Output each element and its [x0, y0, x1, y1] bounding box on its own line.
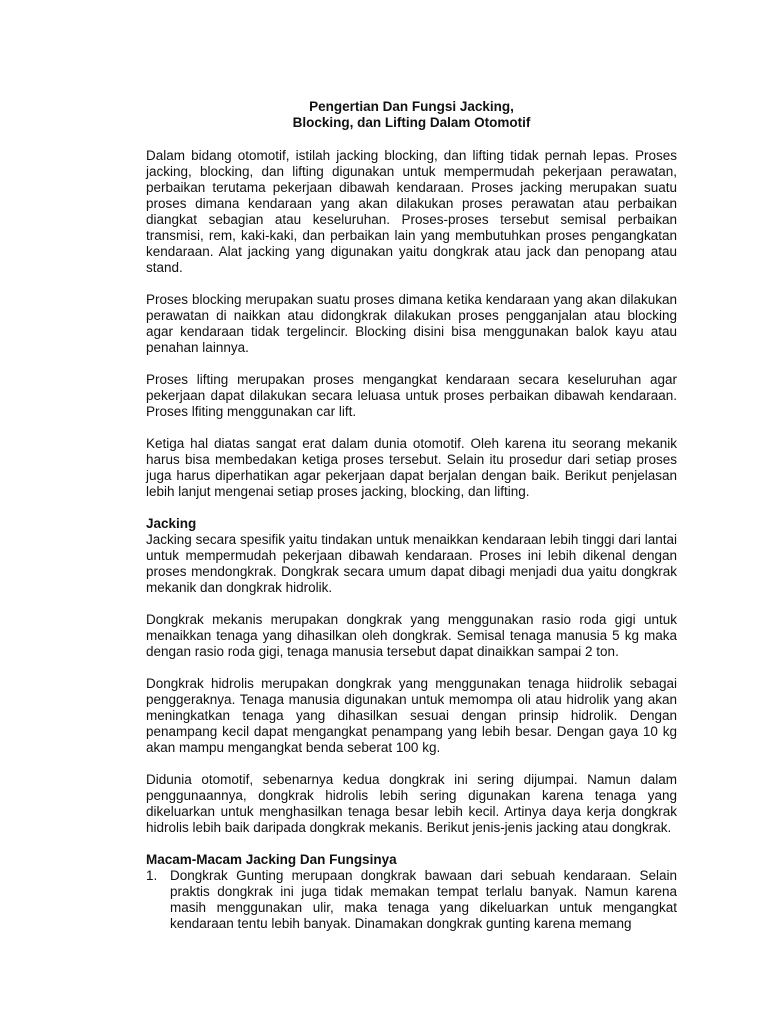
- title-line-1: Pengertian Dan Fungsi Jacking,: [309, 99, 514, 114]
- intro-paragraph-3: Proses lifting merupakan proses mengangkat kendaraan secara keseluruhan agar pekerjaan dapat dilakukan secara leluasa untuk proses perbaikan dibawah kendaraan. Proses lfiting menggunakan car lift.: [146, 372, 677, 419]
- list-item-text: Dongkrak Gunting merupaan dongkrak bawaan dari sebuah kendaraan. Selain praktis dongkrak ini juga tidak memakan tempat terlalu banyak. Namun karena masih menggunakan ulir, maka tenaga yang dikeluarkan untuk mengangkat kendaraan tentu lebih banyak. Dinamakan dongkrak gunting karena memang: [170, 868, 677, 931]
- list-item-number: 1.: [146, 868, 158, 883]
- intro-paragraph-2: Proses blocking merupakan suatu proses dimana ketika kendaraan yang akan dilakukan perawatan di naikkan atau didongkrak dilakukan proses pengganjalan atau blocking agar kendaraan tidak tergelincir. Blocking disini bisa menggunakan balok kayu atau penahan lainnya.: [146, 292, 677, 355]
- jacking-paragraph-3: Dongkrak hidrolis merupakan dongkrak yang menggunakan tenaga hiidrolik sebagai penggeraknya. Tenaga manusia digunakan untuk memompa oli atau hidrolik yang akan meningkatkan tenaga yang dihasilkan sesuai dengan prinsip hidrolik. Dengan penampang kecil dapat mengangkat penampang yang lebih besar. Dengan gaya 10 kg akan mampu mengangkat benda seberat 100 kg.: [146, 676, 677, 755]
- list-item: [146, 868, 677, 932]
- document-body: [146, 99, 677, 932]
- section-heading-macam: Macam-Macam Jacking Dan Fungsinya: [146, 852, 397, 867]
- jacking-paragraph-2: Dongkrak mekanis merupakan dongkrak yang menggunakan rasio roda gigi untuk menaikkan tenaga yang dihasilkan oleh dongkrak. Semisal tenaga manusia 5 kg maka dengan rasio roda gigi, tenaga manusia tersebut dapat dinaikkan sampai 2 ton.: [146, 612, 677, 659]
- jacking-paragraph-4: Didunia otomotif, sebenarnya kedua dongkrak ini sering dijumpai. Namun dalam penggunaannya, dongkrak hidrolis lebih sering digunakan karena tenaga yang dikeluarkan untuk menghasilkan tenaga besar lebih kecil. Artinya daya kerja dongkrak hidrolis lebih baik daripada dongkrak mekanis. Berikut jenis-jenis jacking atau dongkrak.: [146, 772, 677, 835]
- jacking-paragraph-1: Jacking secara spesifik yaitu tindakan untuk menaikkan kendaraan lebih tinggi dari lantai untuk mempermudah pekerjaan dibawah kendaraan. Proses ini lebih dikenal dengan proses mendongkrak. Dongkrak secara umum dapat dibagi menjadi dua yaitu dongkrak mekanik dan dongkrak hidrolik.: [146, 532, 677, 595]
- title-line-2: Blocking, dan Lifting Dalam Otomotif: [292, 115, 531, 130]
- document-title: [146, 99, 677, 131]
- jacking-types-list: [146, 868, 677, 932]
- intro-paragraph-1: Dalam bidang otomotif, istilah jacking blocking, dan lifting tidak pernah lepas. Proses jacking, blocking, dan lifting digunakan untuk mempermudah pekerjaan perawatan, perbaikan terutama pekerjaan dibawah kendaraan. Proses jacking merupakan suatu proses dimana kendaraan yang akan dilakukan proses perawatan atau perbaikan diangkat sebagian atau keseluruhan. Proses-proses tersebut semisal perbaikan transmisi, rem, kaki-kaki, dan perbaikan lain yang membutuhkan proses pengangkatan kendaraan. Alat jacking yang digunakan yaitu dongkrak atau jack dan penopang atau stand.: [146, 148, 677, 275]
- intro-paragraph-4: Ketiga hal diatas sangat erat dalam dunia otomotif. Oleh karena itu seorang mekanik harus bisa membedakan ketiga proses tersebut. Selain itu prosedur dari setiap proses juga harus diperhatikan agar pekerjaan dapat berjalan dengan baik. Berikut penjelasan lebih lanjut mengenai setiap proses jacking, blocking, dan lifting.: [146, 436, 677, 499]
- section-heading-jacking: Jacking: [146, 516, 197, 531]
